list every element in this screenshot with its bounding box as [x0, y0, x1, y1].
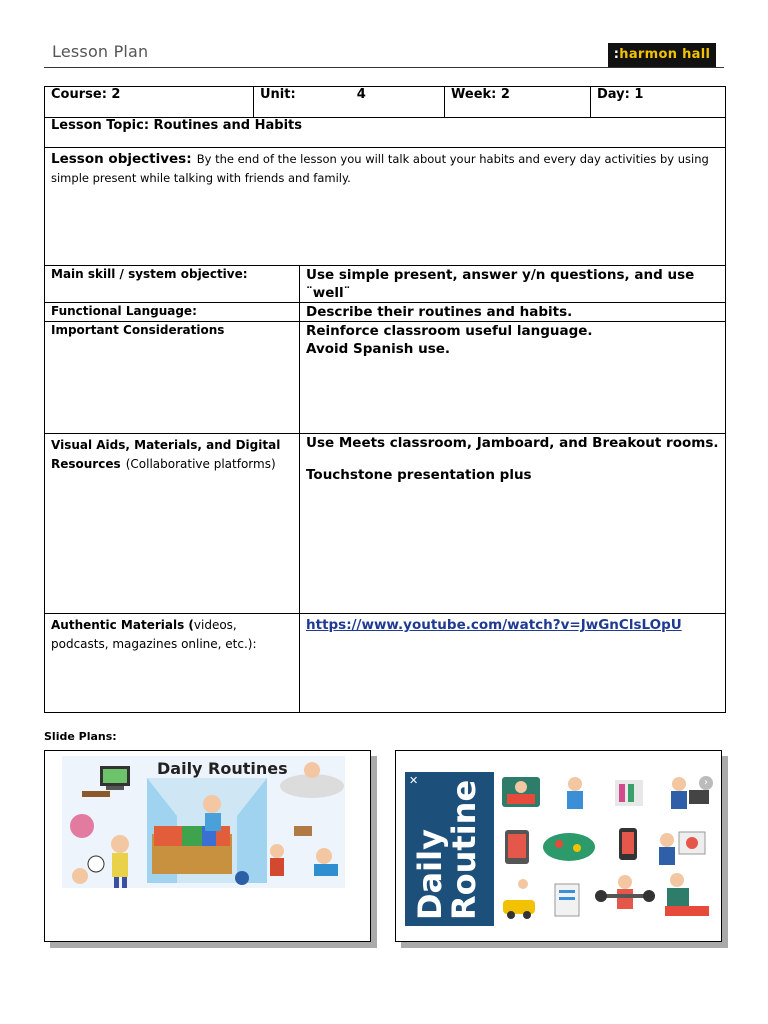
visual-aids-label-bold: Visual Aids, Materials, and Digital Resources — [51, 438, 281, 471]
taxi-icon — [503, 879, 535, 919]
info-row — [45, 87, 726, 118]
visual-aids-label-note: (Collaborative platforms) — [125, 457, 276, 471]
page-title: Lesson Plan — [52, 42, 149, 61]
authentic-label-bold: Authentic Materials ( — [51, 618, 194, 632]
unit-value: 4 — [356, 87, 366, 102]
lesson-objectives — [45, 148, 726, 266]
slide-1 — [44, 750, 371, 942]
daily-routine-title: Daily Routine — [411, 779, 483, 920]
functional-language-value: Describe their routines and habits. — [300, 303, 726, 322]
youtube-link[interactable]: https://www.youtube.com/watch?v=JwGnClsLOpU — [306, 617, 682, 633]
daily-routine-grid — [405, 772, 717, 926]
considerations-line-1: Reinforce classroom useful language. — [306, 323, 593, 339]
week-cell: Week: 2 — [445, 87, 591, 118]
daily-routines-title: Daily Routines — [157, 759, 288, 778]
next-arrow-icon[interactable]: › — [699, 776, 713, 790]
considerations-label: Important Considerations — [45, 322, 300, 434]
considerations-line-2: Avoid Spanish use. — [306, 341, 451, 357]
daily-routines-illustration — [62, 756, 345, 888]
meal-icon — [543, 833, 595, 861]
chart-icon — [659, 832, 705, 865]
phone-icon — [619, 828, 637, 860]
header-divider — [44, 67, 724, 68]
visual-aids-line-1: Use Meets classroom, Jamboard, and Breakout rooms. — [306, 435, 719, 451]
slide-2 — [395, 750, 722, 942]
course-cell: Course: 2 — [45, 87, 254, 118]
objectives-label: Lesson objectives: — [51, 151, 192, 167]
meeting-icon — [665, 873, 709, 916]
routine-icons — [497, 772, 717, 926]
authentic-materials-label — [45, 614, 300, 713]
sleep-icon — [502, 777, 540, 807]
considerations-value — [300, 322, 726, 434]
unit-cell — [254, 87, 445, 118]
visual-aids-value — [300, 434, 726, 614]
work-icon — [671, 777, 709, 809]
lesson-plan-table — [44, 86, 726, 713]
visual-aids-label — [45, 434, 300, 614]
main-skill-label: Main skill / system objective: — [45, 266, 300, 303]
lesson-topic: Lesson Topic: Routines and Habits — [45, 118, 726, 148]
daily-routine-panel — [405, 772, 494, 926]
document-icon — [555, 884, 579, 916]
day-cell: Day: 1 — [591, 87, 726, 118]
authentic-materials-value — [300, 614, 726, 713]
objectives-text: By the end of the lesson you will talk about your habits and every day activities by using simple present while talking with friends and family. — [51, 152, 709, 185]
shower-icon — [567, 777, 583, 809]
authentic-label-note: videos, podcasts, magazines online, etc.): — [51, 618, 257, 651]
dressing-icon — [615, 780, 643, 806]
visual-aids-line-2: Touchstone presentation plus — [306, 467, 532, 483]
tablet-icon — [505, 830, 529, 864]
main-skill-value: Use simple present, answer y/n questions, and use ¨well¨ — [300, 266, 726, 303]
close-icon[interactable]: ✕ — [409, 774, 419, 787]
exercise-icon — [595, 875, 655, 909]
unit-label: Unit: — [260, 87, 296, 102]
functional-language-label: Functional Language: — [45, 303, 300, 322]
harmon-hall-logo: :harmon hall — [608, 43, 716, 67]
slide-plans-label: Slide Plans: — [44, 730, 117, 743]
